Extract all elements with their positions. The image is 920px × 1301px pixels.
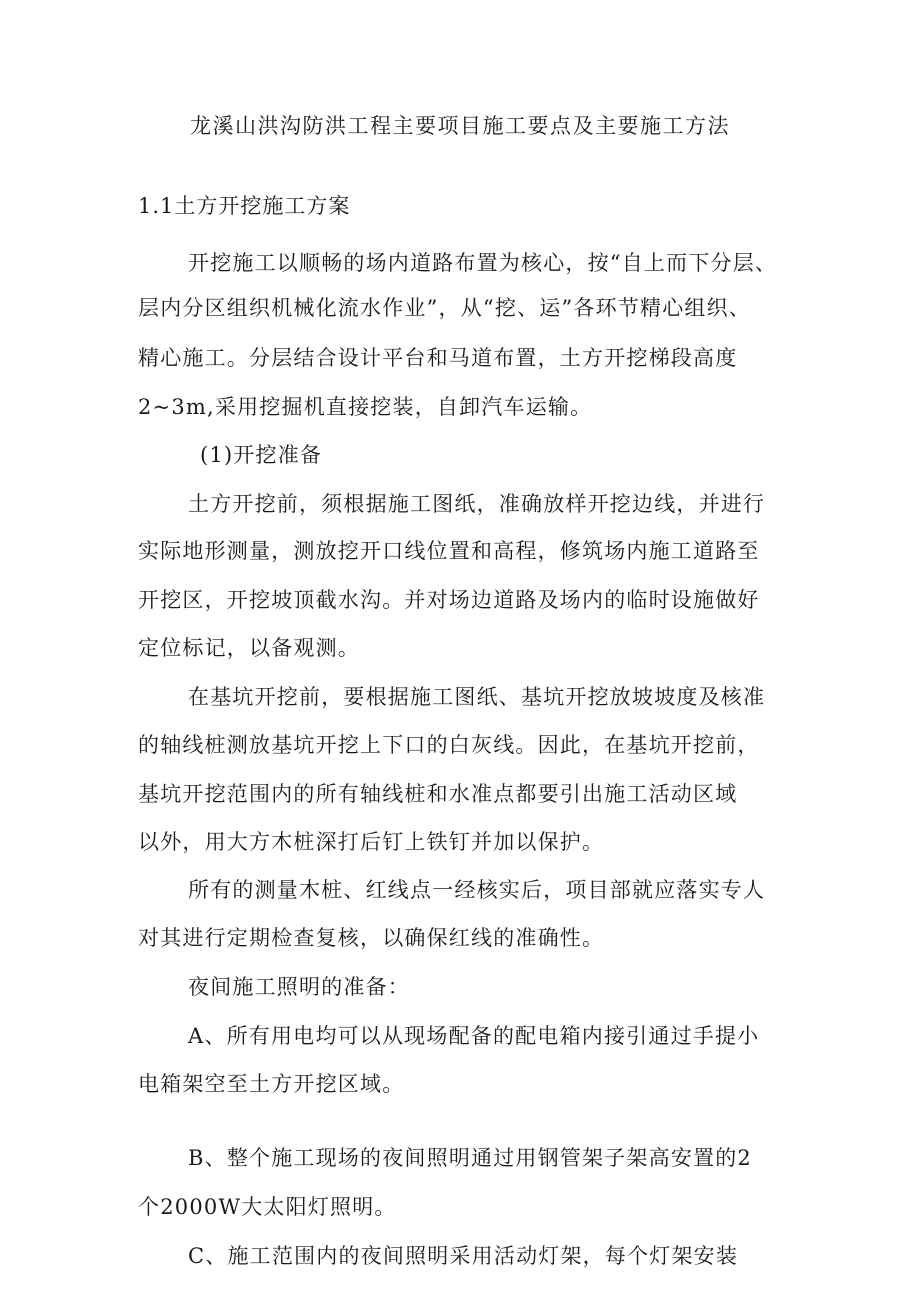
document-title: 龙溪山洪沟防洪工程主要项目施工要点及主要施工方法: [190, 114, 730, 138]
paragraph-line: 个2000W大太阳灯照明。: [138, 1195, 397, 1219]
section-heading: 1.1土方开挖施工方案: [138, 194, 351, 218]
paragraph-line: 土方开挖前，须根据施工图纸，准确放样开挖边线，并进行: [188, 492, 766, 516]
paragraph-line: B、整个施工现场的夜间照明通过用钢管架子架高安置的2: [188, 1146, 752, 1170]
paragraph-line: C、施工范围内的夜间照明采用活动灯架，每个灯架安装: [188, 1244, 739, 1268]
paragraph-line: 以外，用大方木桩深打后钉上铁钉并加以保护。: [138, 830, 605, 854]
paragraph-line: 对其进行定期检查复核，以确保红线的准确性。: [138, 926, 605, 950]
paragraph-line: 开挖施工以顺畅的场内道路布置为核心，按“自上而下分层、: [188, 251, 778, 275]
paragraph-line: 精心施工。分层结合设计平台和马道布置，土方开挖梯段高度: [138, 346, 738, 370]
paragraph-line: A、所有用电均可以从现场配备的配电箱内接引通过手提小: [188, 1024, 760, 1048]
paragraph-line: 基坑开挖范围内的所有轴线桩和水准点都要引出施工活动区域: [138, 782, 738, 806]
paragraph-line: 夜间施工照明的准备：: [188, 975, 410, 999]
paragraph-line: 实际地形测量，测放挖开口线位置和高程，修筑场内施工道路至: [138, 539, 760, 563]
paragraph-line: 定位标记，以备观测。: [138, 636, 360, 660]
paragraph-line: 的轴线桩测放基坑开挖上下口的白灰线。因此，在基坑开挖前，: [138, 733, 760, 757]
paragraph-line: 2~3m,采用挖掘机直接挖装，自卸汽车运输。: [138, 395, 593, 419]
paragraph-line: 层内分区组织机械化流水作业”，从“挖、运”各环节精心组织、: [138, 296, 752, 320]
paragraph-line: 所有的测量木桩、红线点一经核实后，项目部就应落实专人: [188, 878, 766, 902]
paragraph-line: 开挖区，开挖坡顶截水沟。并对场边道路及场内的临时设施做好: [138, 588, 760, 612]
subsection-heading: (1)开挖准备: [200, 443, 323, 467]
paragraph-line: 在基坑开挖前，要根据施工图纸、基坑开挖放坡坡度及核准: [188, 685, 766, 709]
paragraph-line: 电箱架空至土方开挖区域。: [138, 1072, 405, 1096]
